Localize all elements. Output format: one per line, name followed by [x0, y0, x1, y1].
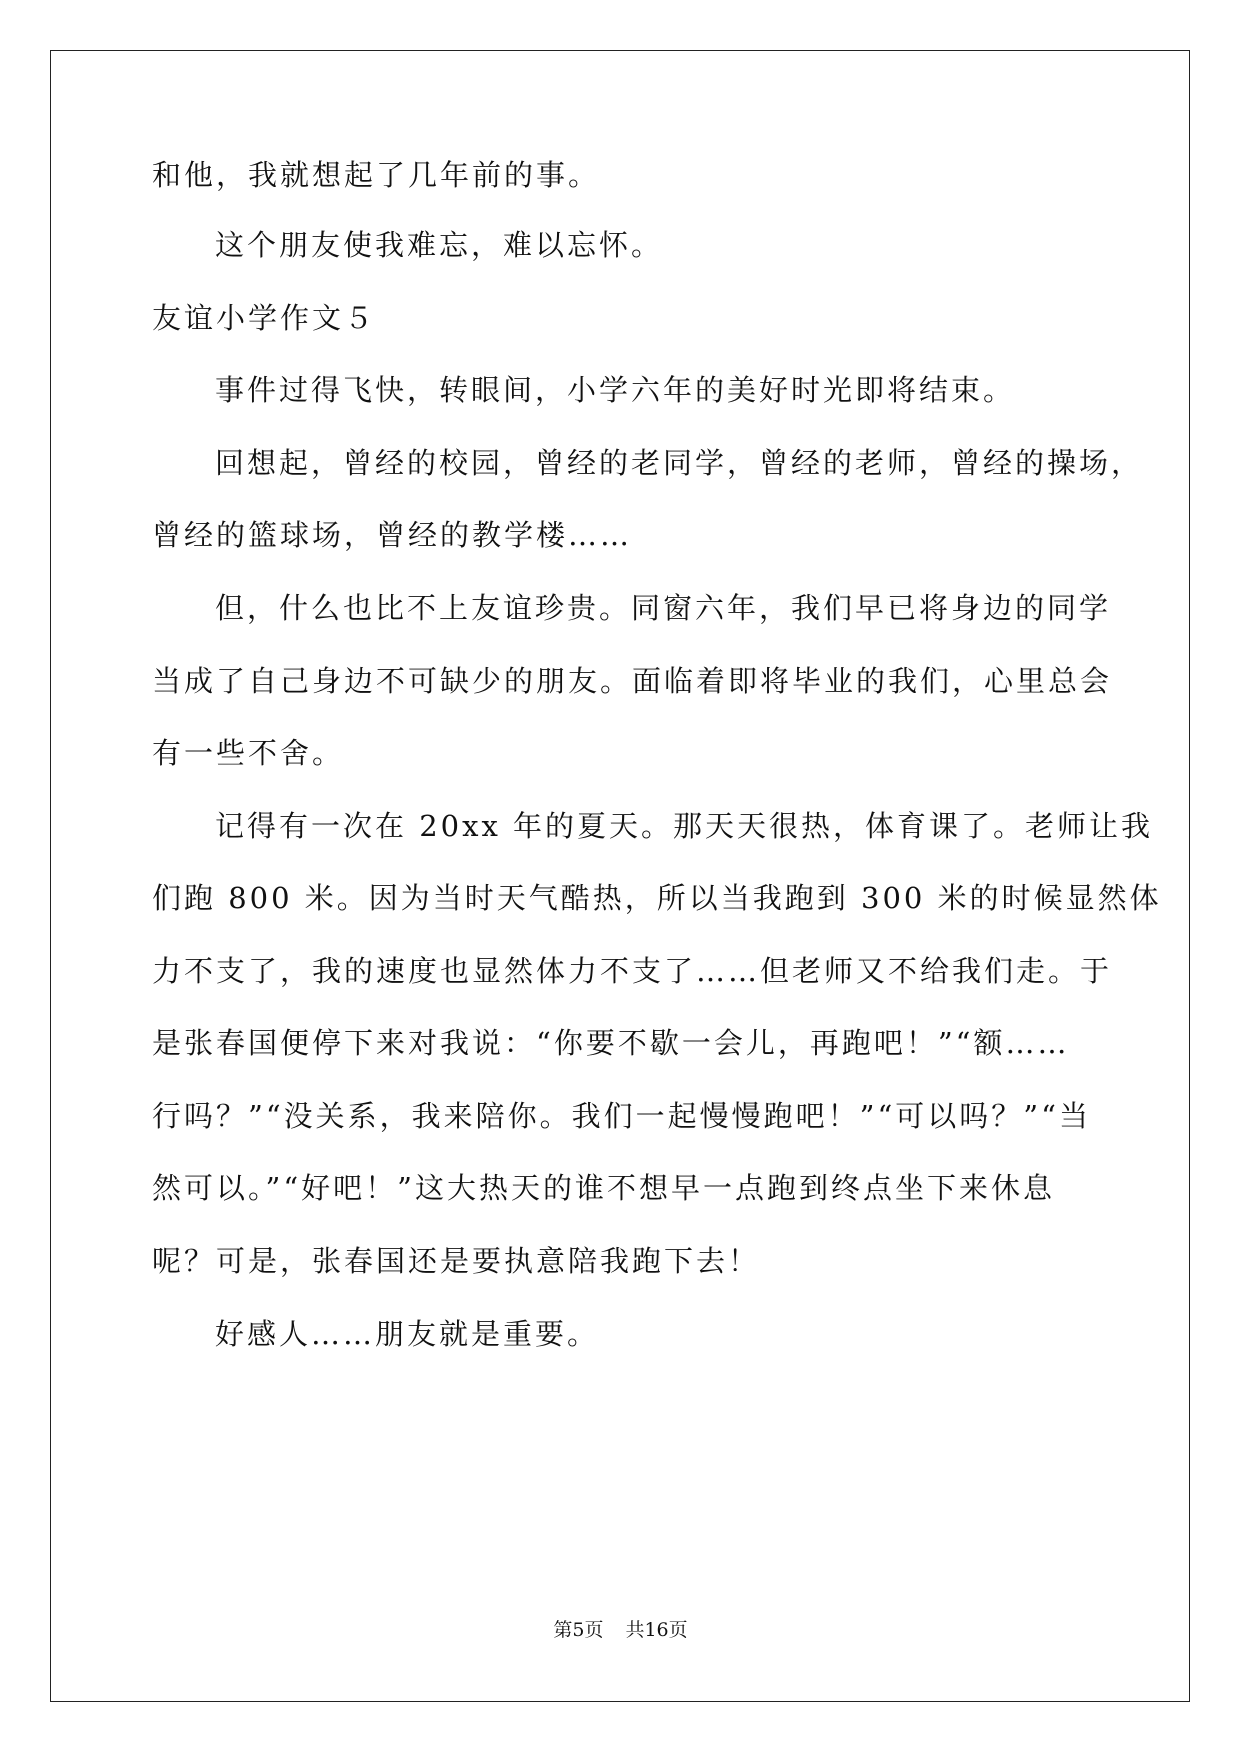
- paragraph-line: 呢？可是，张春国还是要执意陪我跑下去！: [152, 1244, 761, 1278]
- paragraph-line: 们跑 800 米。因为当时天气酷热，所以当我跑到 300 米的时候显然体: [152, 881, 1162, 915]
- page-number: 第5页: [553, 1619, 604, 1641]
- paragraph-line: 事件过得飞快，转眼间，小学六年的美好时光即将结束。: [215, 373, 1016, 407]
- paragraph-line: 有一些不舍。: [152, 736, 345, 770]
- page-total: 共16页: [625, 1619, 688, 1641]
- paragraph-line: 力不支了，我的速度也显然体力不支了……但老师又不给我们走。于: [152, 954, 1113, 988]
- paragraph-line: 这个朋友使我难忘，难以忘怀。: [215, 228, 664, 262]
- paragraph-line: 当成了自己身边不可缺少的朋友。面临着即将毕业的我们，心里总会: [152, 664, 1113, 698]
- paragraph-line: 但，什么也比不上友谊珍贵。同窗六年，我们早已将身边的同学: [215, 591, 1112, 625]
- paragraph-line: 回想起，曾经的校园，曾经的老同学，曾经的老师，曾经的操场，: [215, 446, 1144, 480]
- paragraph-line: 好感人……朋友就是重要。: [215, 1317, 600, 1351]
- paragraph-line: 和他，我就想起了几年前的事。: [152, 158, 601, 192]
- section-heading: 友谊小学作文５: [152, 301, 377, 335]
- paragraph-line: 是张春国便停下来对我说：“你要不歇一会儿，再跑吧！”“额……: [152, 1026, 1070, 1060]
- paragraph-line: 记得有一次在 20xx 年的夏天。那天天很热，体育课了。老师让我: [215, 809, 1154, 843]
- paragraph-line: 然可以。”“好吧！”这大热天的谁不想早一点跑到终点坐下来休息: [152, 1171, 1055, 1205]
- paragraph-line: 行吗？”“没关系，我来陪你。我们一起慢慢跑吧！”“可以吗？”“当: [152, 1099, 1091, 1133]
- paragraph-line: 曾经的篮球场，曾经的教学楼……: [152, 518, 633, 552]
- page-footer: [0, 1618, 1241, 1642]
